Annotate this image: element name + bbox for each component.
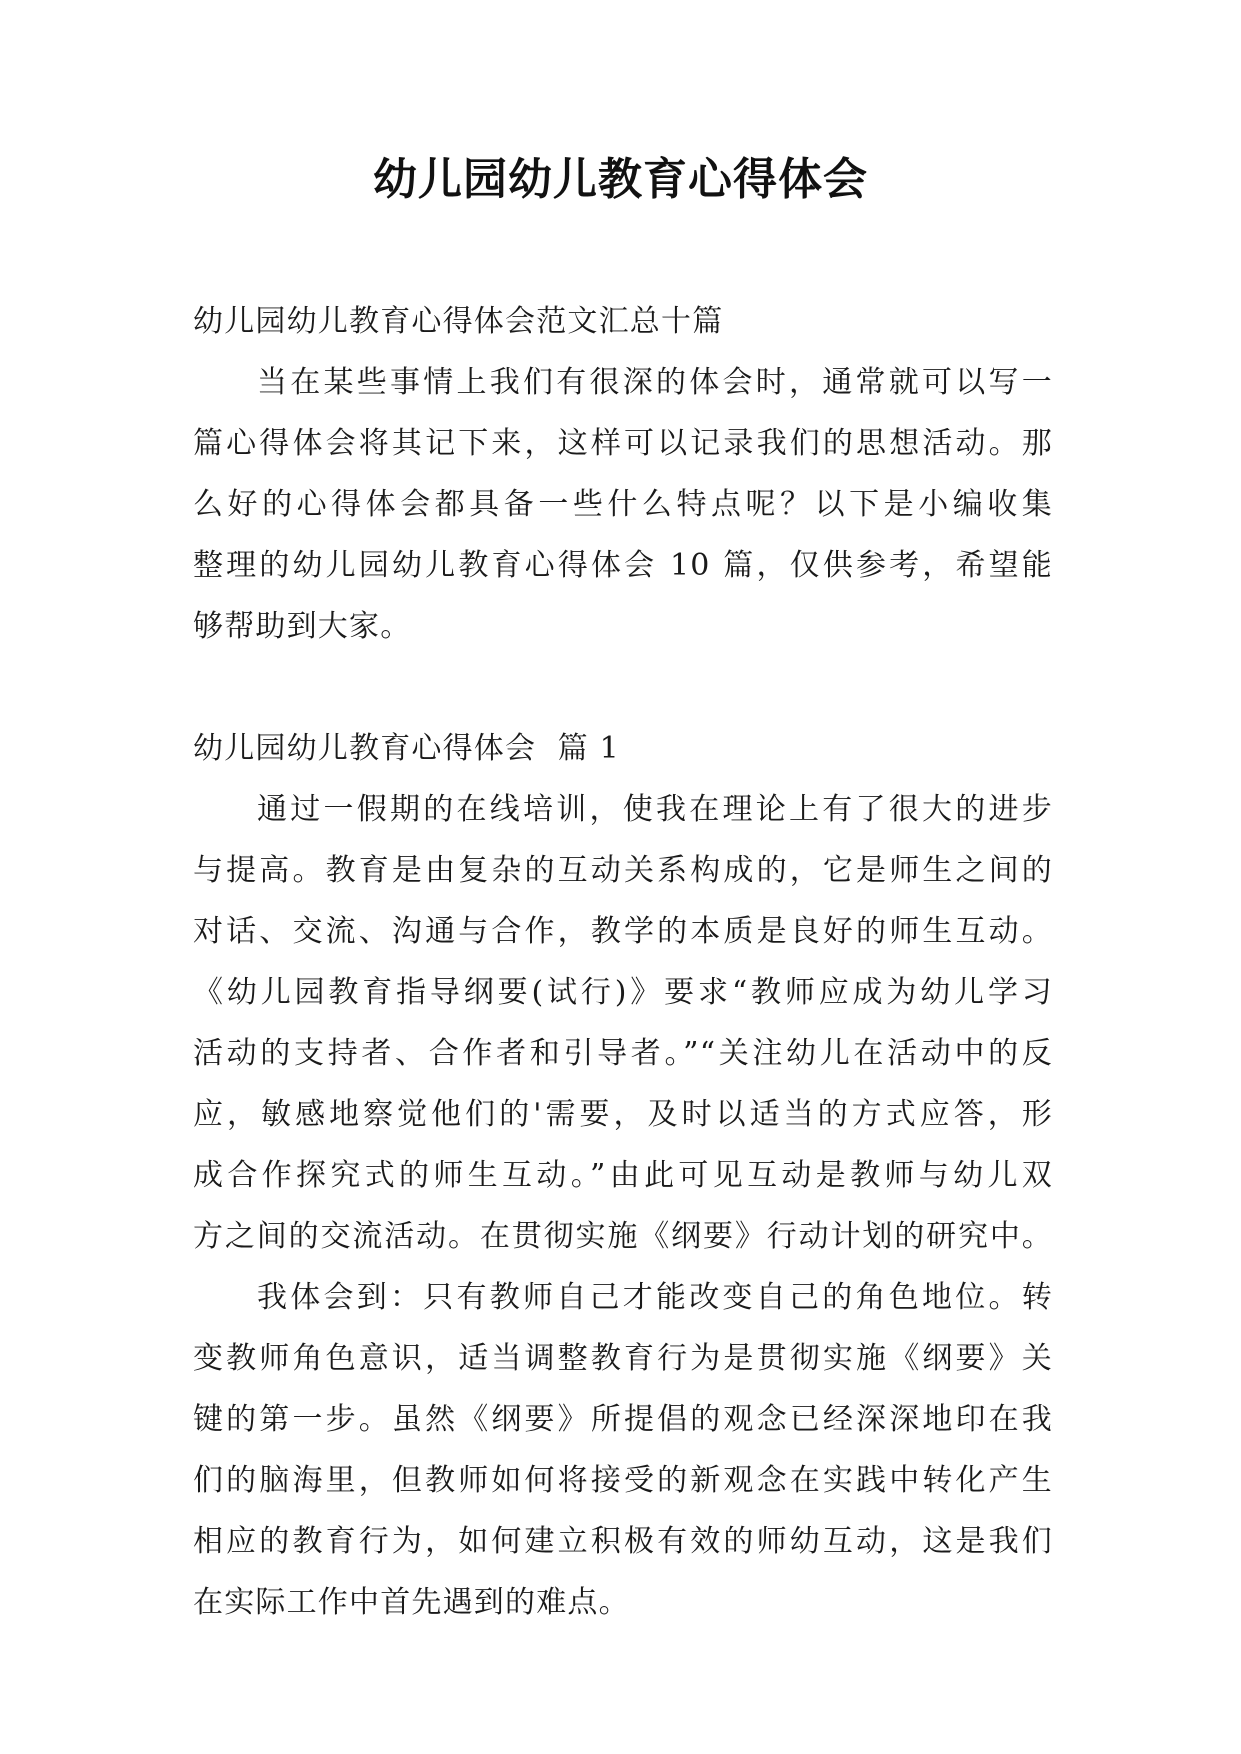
document-subtitle: 幼儿园幼儿教育心得体会范文汇总十篇 — [193, 304, 724, 339]
paragraph-line: 么好的心得体会都具备一些什么特点呢？以下是小编收集 — [193, 487, 1053, 522]
paragraph-line: 够帮助到大家。 — [193, 609, 412, 644]
paragraph-line: 变教师角色意识，适当调整教育行为是贯彻实施《纲要》关 — [193, 1341, 1053, 1376]
intro-paragraph — [193, 352, 1053, 657]
paragraph-line: 与提高。教育是由复杂的互动关系构成的，它是师生之间的 — [193, 853, 1053, 888]
paragraph-line: 在实际工作中首先遇到的难点。 — [193, 1585, 630, 1620]
paragraph-line: 整理的幼儿园幼儿教育心得体会 10 篇，仅供参考，希望能 — [193, 548, 1053, 583]
paragraph-line: 通过一假期的在线培训，使我在理论上有了很大的进步 — [257, 792, 1053, 827]
document-body — [193, 291, 1053, 1633]
paragraph-line: 活动的支持者、合作者和引导者。”“关注幼儿在活动中的反 — [193, 1036, 1053, 1071]
document-title: 幼儿园幼儿教育心得体会 — [373, 154, 868, 205]
paragraph-line: 相应的教育行为，如何建立积极有效的师幼互动，这是我们 — [193, 1524, 1053, 1559]
body-paragraph-2 — [193, 1267, 1053, 1633]
paragraph-line: 方之间的交流活动。在贯彻实施《纲要》行动计划的研究中。 — [193, 1219, 1053, 1254]
paragraph-line: 对话、交流、沟通与合作，教学的本质是良好的师生互动。 — [193, 914, 1053, 949]
paragraph-line: 键的第一步。虽然《纲要》所提倡的观念已经深深地印在我 — [193, 1402, 1053, 1437]
paragraph-line: 应，敏感地察觉他们的'需要，及时以适当的方式应答，形 — [193, 1097, 1053, 1132]
paragraph-line: 当在某些事情上我们有很深的体会时，通常就可以写一 — [257, 365, 1053, 400]
paragraph-line: 们的脑海里，但教师如何将接受的新观念在实践中转化产生 — [193, 1463, 1053, 1498]
section-spacer — [193, 657, 1053, 718]
paragraph-line: 《幼儿园教育指导纲要(试行)》要求“教师应成为幼儿学习 — [193, 975, 1053, 1010]
paragraph-line: 成合作探究式的师生互动。”由此可见互动是教师与幼儿双 — [193, 1158, 1053, 1193]
body-paragraph-1 — [193, 779, 1053, 1267]
paragraph-line: 篇心得体会将其记下来，这样可以记录我们的思想活动。那 — [193, 426, 1053, 461]
paragraph-line: 我体会到：只有教师自己才能改变自己的角色地位。转 — [257, 1280, 1053, 1315]
section-heading: 幼儿园幼儿教育心得体会 篇 1 — [193, 731, 620, 766]
